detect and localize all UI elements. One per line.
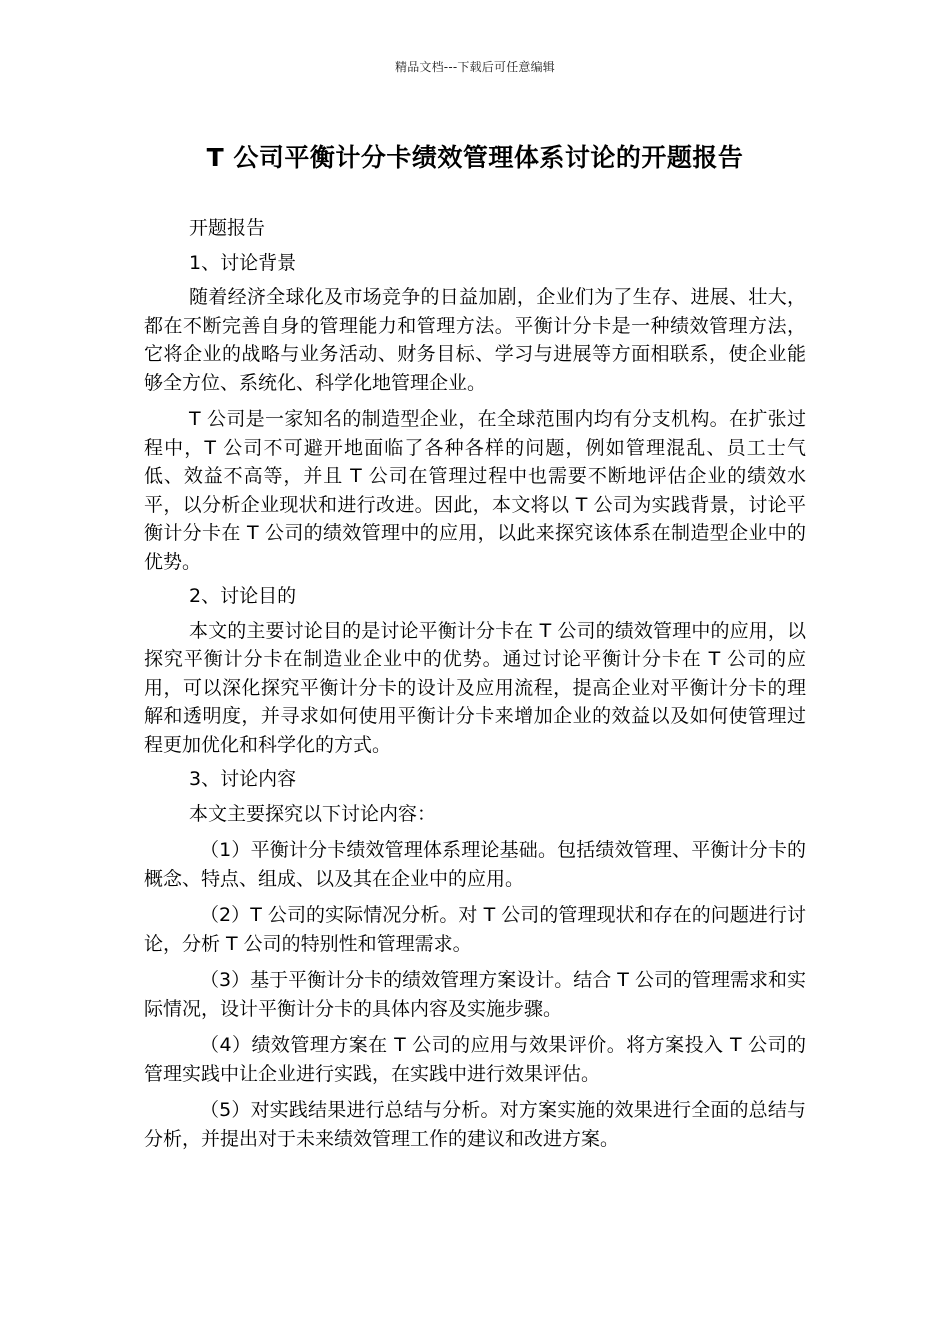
content-item-2: （2）T 公司的实际情况分析。对 T 公司的管理现状和存在的问题进行讨论，分析 T 公司的特别性和管理需求。 [144, 904, 806, 955]
document-body [144, 214, 806, 1153]
purpose-paragraph: 本文的主要讨论目的是讨论平衡计分卡在 T 公司的绩效管理中的应用，以探究平衡计分卡在制造业企业中的优势。通过讨论平衡计分卡在 T 公司的应用，可以深化探究平衡计分卡的设计及应用流程，提高企业对平衡计分卡的理解和透明度，并寻求如何使用平衡计分卡来增加企业的效益以及如何使管理过程更加优化和科学化的方式。 [144, 619, 806, 756]
heading-purpose: 2、讨论目的 [189, 585, 297, 607]
content-item-1: （1）平衡计分卡绩效管理体系理论基础。包括绩效管理、平衡计分卡的概念、特点、组成、以及其在企业中的应用。 [144, 839, 806, 890]
background-paragraph-1: 随着经济全球化及市场竞争的日益加剧，企业们为了生存、进展、壮大，都在不断完善自身的管理能力和管理方法。平衡计分卡是一种绩效管理方法，它将企业的战略与业务活动、财务目标、学习与进展等方面相联系，使企业能够全方位、系统化、科学化地管理企业。 [144, 286, 806, 394]
heading-background: 1、讨论背景 [189, 251, 297, 274]
heading-content: 3、讨论内容 [189, 768, 297, 790]
document-title: T 公司平衡计分卡绩效管理体系讨论的开题报告 [206, 143, 744, 172]
content-item-3: （3）基于平衡计分卡的绩效管理方案设计。结合 T 公司的管理需求和实际情况，设计平衡计分卡的具体内容及实施步骤。 [144, 969, 806, 1020]
content-item-4: （4）绩效管理方案在 T 公司的应用与效果评价。将方案投入 T 公司的管理实践中让企业进行实践，在实践中进行效果评估。 [144, 1034, 806, 1085]
background-paragraph-2: T 公司是一家知名的制造型企业，在全球范围内均有分支机构。在扩张过程中，T 公司不可避开地面临了各种各样的问题，例如管理混乱、员工士气低、效益不高等，并且 T 公司在管理过程中也需要不断地评估企业的绩效水平，以分析企业现状和进行改进。因此，本文将以 T 公司为实践背景，讨论平衡计分卡在 T 公司的绩效管理中的应用，以此来探究该体系在制造型企业中的优势。 [144, 408, 806, 573]
content-item-5: （5）对实践结果进行总结与分析。对方案实施的效果进行全面的总结与分析，并提出对于未来绩效管理工作的建议和改进方案。 [144, 1099, 806, 1150]
section-label: 开题报告 [189, 217, 266, 239]
page-header-note: 精品文档---下载后可任意编辑 [395, 60, 555, 74]
content-intro: 本文主要探究以下讨论内容： [189, 802, 437, 825]
